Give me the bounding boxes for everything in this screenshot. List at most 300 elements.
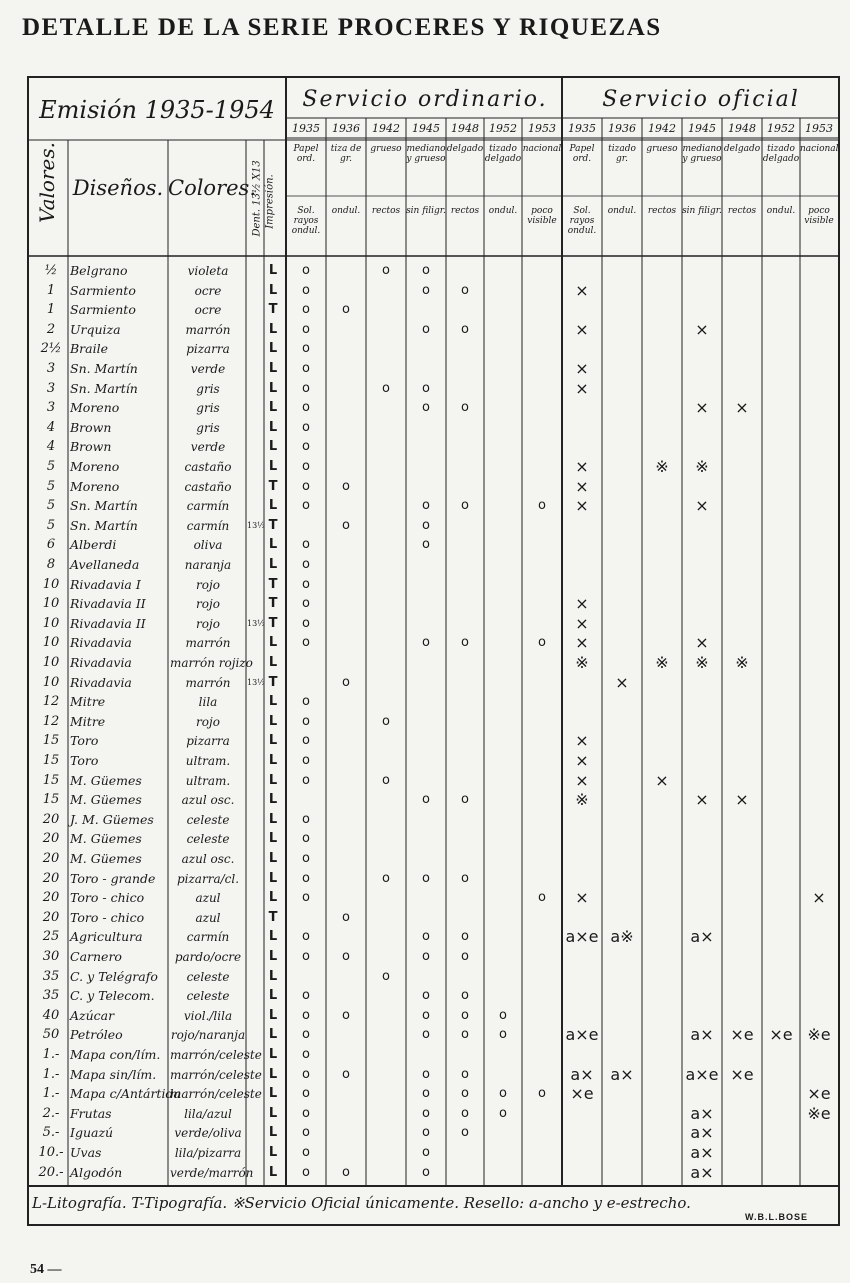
valor-cell: 10 [42,635,60,651]
color-cell: carmín [186,930,230,945]
circle-mark: o [422,400,430,416]
color-cell: azul [195,910,221,925]
circle-mark: o [538,498,546,514]
diseno-cell: Urquiza [70,321,121,337]
color-cell: ocre [194,283,222,298]
dentado-cell [247,478,263,496]
diseno-cell: Frutas [70,1105,112,1121]
impresion-cell: L [268,321,278,337]
table-row [0,850,850,868]
valor-cell: 1.- [42,1086,60,1102]
impresion-cell: T [268,674,278,690]
impresion-cell: L [268,929,278,945]
diseno-cell: Toro [70,753,99,768]
diseno-cell: Sn. Martín [70,361,138,376]
diseno-cell: Iguazú [70,1125,114,1141]
circle-mark: o [461,400,469,416]
circle-mark: o [382,380,390,396]
watermark-label: poco visible [527,206,557,226]
impresion-cell: L [268,537,278,553]
diseno-cell: Sarmiento [70,302,136,318]
dentado-cell [247,321,263,339]
circle-mark: o [382,713,390,729]
dentado-cell [247,576,263,594]
table-row [0,595,850,613]
circle-mark: o [302,1047,310,1062]
impresion-cell: L [268,1164,278,1180]
year-header: 1953 [528,122,556,135]
circle-mark: o [461,792,469,808]
circle-mark: o [422,263,430,278]
cross-mark: a× [690,1162,714,1182]
circle-mark: o [302,400,310,416]
circle-mark: o [302,929,310,945]
color-cell: lila/pizarra [174,1146,242,1160]
dentado-cell [247,987,263,1005]
circle-mark: o [461,1086,469,1102]
year-header: 1936 [608,122,636,135]
valor-cell: 15 [42,772,60,788]
circle-mark: o [302,576,310,592]
valor-cell: 1 [46,302,56,318]
valores-header: Valores. [35,142,59,223]
dentado-cell [247,536,263,554]
dentado-cell [247,380,263,398]
cross-mark: ×e [730,1064,754,1084]
diseno-cell: Agricultura [70,929,143,945]
diseno-cell: Sn. Martín [70,517,138,533]
valor-cell: 20 [42,811,60,827]
paper-type-label: delgado [446,144,484,154]
table-row [0,1046,850,1064]
circle-mark: o [302,1125,310,1141]
valor-cell: 20 [42,890,60,906]
impresion-cell: L [268,851,278,866]
cross-mark: × [695,496,709,516]
color-cell: marrón [185,636,231,651]
color-cell: castaño [184,460,232,474]
circle-mark: o [382,870,390,886]
dentado-cell [247,968,263,986]
color-cell: ultram. [185,754,231,768]
impresion-cell: L [268,557,278,572]
color-cell: rojo [196,577,220,592]
impresion-cell: T [268,302,278,318]
page-title: DETALLE DE LA SERIE PROCERES Y RIQUEZAS [22,14,662,41]
cross-mark: ※e [807,1103,831,1123]
valor-cell: 1 [46,282,56,298]
table-row [0,987,850,1005]
impresion-cell: L [268,890,278,906]
diseno-cell: Sn. Martín [70,380,138,396]
circle-mark: o [461,1027,469,1043]
cross-mark: × [575,888,589,908]
table-row [0,340,850,358]
table-row [0,1085,850,1103]
valor-cell: ½ [44,263,58,278]
color-cell: celeste [186,832,230,847]
circle-mark: o [302,419,310,435]
circle-mark: o [342,909,350,925]
cross-mark: a×e [565,927,599,947]
color-cell: verde/marrón [170,1165,254,1180]
valor-cell: 10 [42,674,60,690]
impresion-cell: L [268,1047,278,1062]
dentado-cell [247,1085,263,1103]
impresion-cell: L [268,498,278,514]
dentado-cell [247,1124,263,1142]
valor-cell: 2.- [42,1105,60,1121]
circle-mark: o [302,302,310,318]
year-header: 1936 [332,122,360,135]
year-header: 1945 [412,122,440,135]
cross-mark: ※ [735,653,749,672]
valor-cell: 10 [42,655,60,670]
impresion-cell: T [268,478,278,494]
impresion-cell: L [268,1125,278,1141]
cross-mark: a×e [685,1064,719,1084]
cross-mark: × [575,496,589,516]
circle-mark: o [302,1105,310,1121]
table-row [0,654,850,672]
diseno-cell: Moreno [70,478,120,494]
table-row [0,262,850,280]
diseno-cell: Rivadavia II [70,596,146,612]
cross-mark: × [575,751,589,770]
color-cell: marrón/celeste [170,1067,262,1082]
cross-mark: × [575,378,589,398]
impresion-cell: L [268,772,278,788]
dentado-cell [247,1007,263,1025]
impresion-cell: L [268,694,278,710]
diseno-cell: Toro - grande [70,870,156,886]
circle-mark: o [302,557,310,572]
year-header: 1948 [451,122,479,135]
circle-mark: o [422,635,430,651]
paper-type-label: tizado delgado [762,144,800,164]
valor-cell: 15 [42,792,60,808]
cross-mark: a× [690,1103,714,1123]
diseno-cell: Petróleo [70,1027,123,1043]
paper-type-label: mediano y grueso [406,144,446,164]
dentado-cell [247,928,263,946]
diseno-cell: Rivadavia II [70,615,146,631]
circle-mark: o [461,282,469,298]
cross-mark: a× [610,1064,634,1084]
color-cell: violeta [187,264,229,278]
legend: L-Litografía. T-Tipografía. ※Servicio Oficial únicamente. Resello: a-ancho y e-estrecho. [32,1194,691,1212]
impresion-cell: L [268,635,278,651]
dentado-cell [247,752,263,770]
year-header: 1942 [372,122,400,135]
circle-mark: o [461,1125,469,1141]
diseno-cell: M. Güemes [70,792,142,808]
table-row [0,321,850,339]
valor-cell: 1.- [42,1047,60,1062]
circle-mark: o [422,380,430,396]
circle-mark: o [422,1145,430,1160]
color-cell: gris [196,420,220,435]
table-row [0,360,850,378]
table-row [0,791,850,809]
circle-mark: o [422,1125,430,1141]
diseno-cell: Sarmiento [70,282,136,298]
cross-mark: × [735,398,749,418]
cross-mark: × [575,359,589,378]
watermark-label: rectos [371,206,401,216]
circle-mark: o [302,1007,310,1023]
valor-cell: 3 [46,361,56,376]
dentado-cell [247,654,263,672]
dentado-cell [247,948,263,966]
table-row [0,1105,850,1123]
cross-mark: ※ [695,653,709,672]
diseno-cell: Mapa c/Antártida [70,1086,181,1102]
colores-header: Colores. [168,176,256,200]
color-cell: rojo [196,597,220,612]
table-row [0,497,850,515]
impresion-cell: L [268,380,278,396]
valor-cell: 20 [42,831,60,847]
impresion-cell: L [268,1027,278,1043]
cross-mark: a※ [610,927,634,947]
circle-mark: o [302,321,310,337]
dentado-cell [247,889,263,907]
diseno-cell: Belgrano [70,263,128,278]
dentado-cell [247,850,263,868]
circle-mark: o [538,1086,546,1102]
circle-mark: o [342,1164,350,1180]
circle-mark: o [302,1086,310,1102]
diseno-cell: C. y Telecom. [70,988,155,1004]
valor-cell: 20 [42,870,60,886]
cross-mark: × [575,770,589,790]
valor-cell: 4 [46,439,56,455]
circle-mark: o [382,968,390,984]
circle-mark: o [302,635,310,651]
color-cell: ultram. [185,773,231,788]
table-row [0,380,850,398]
cross-mark: a× [690,1025,714,1045]
table-row [0,301,850,319]
diseno-cell: Toro - chico [70,909,145,925]
diseno-cell: Braile [70,341,109,357]
circle-mark: o [302,1066,310,1082]
circle-mark: o [422,792,430,808]
valor-cell: 25 [42,929,60,945]
table-row [0,928,850,946]
servicio-ordinario-header: Servicio ordinario. [302,86,548,112]
circle-mark: o [302,380,310,396]
cross-mark: × [812,888,826,908]
color-cell: castaño [184,479,232,494]
dentado-cell [247,1026,263,1044]
valor-cell: 8 [46,557,56,572]
valor-cell: 40 [42,1007,60,1023]
table-row [0,732,850,750]
dentado-cell [247,791,263,809]
color-cell: carmín [186,499,230,514]
circle-mark: o [302,713,310,729]
diseno-cell: Moreno [70,400,120,416]
diseno-cell: M. Güemes [70,772,142,788]
color-cell: pizarra/cl. [176,871,240,886]
valor-cell: 15 [42,733,60,749]
impresion-cell: T [268,576,278,592]
color-cell: pardo/ocre [174,950,242,964]
valor-cell: 5 [46,517,56,533]
impresion-cell: T [268,909,278,925]
circle-mark: o [422,321,430,337]
color-cell: oliva [193,538,223,553]
circle-mark: o [302,439,310,455]
diseno-cell: Toro - chico [70,890,145,906]
dentado-cell [247,340,263,358]
table-row [0,1144,850,1162]
cross-mark: × [575,731,589,751]
color-cell: celeste [186,989,230,1004]
circle-mark: o [461,321,469,337]
watermark-label: poco visible [804,206,834,226]
table-row [0,458,850,476]
table-row [0,1026,850,1044]
color-cell: marrón [185,322,231,337]
table-row [0,968,850,986]
impresion-cell: L [268,1145,278,1160]
circle-mark: o [422,537,430,553]
valor-cell: 5 [46,459,56,474]
diseno-cell: Mapa con/lím. [70,1047,161,1062]
table-row [0,634,850,652]
table-row [0,811,850,829]
dentado-cell: 13½ [247,618,265,628]
circle-mark: o [422,1066,430,1082]
table-row [0,478,850,496]
diseno-cell: Sn. Martín [70,498,138,514]
circle-mark: o [422,1164,430,1180]
circle-mark: o [302,1027,310,1043]
circle-mark: o [302,831,310,847]
table-row [0,1066,850,1084]
dentado-cell [247,556,263,574]
valor-cell: 10 [42,615,60,631]
dentado-cell [247,262,263,280]
impresion-cell: L [268,655,278,670]
page-number: 54 — [30,1262,62,1277]
cross-mark: ×e [730,1025,754,1045]
table-row [0,1007,850,1025]
watermark-label: sin filigr. [406,206,446,216]
table-row [0,576,850,594]
circle-mark: o [382,772,390,788]
dentado-cell [247,438,263,456]
dentado-cell [247,811,263,829]
circle-mark: o [302,1145,310,1160]
dentado-cell: 13½ [247,677,265,687]
cross-mark: × [575,476,589,496]
impresion-cell: L [268,263,278,278]
valor-cell: 1.- [42,1066,60,1082]
table-row [0,772,850,790]
cross-mark: ※ [575,790,589,810]
valor-cell: 20 [42,909,60,925]
dentado-cell [247,1046,263,1064]
circle-mark: o [302,772,310,788]
impresion-cell: T [268,517,278,533]
cross-mark: ※ [655,653,669,672]
signature: W.B.L.BOSE [745,1212,809,1222]
valor-cell: 15 [42,753,60,768]
impresion-cell: L [268,419,278,435]
dentado-cell [247,909,263,927]
diseno-cell: J. M. Güemes [70,811,154,827]
table-row [0,438,850,456]
cross-mark: × [695,398,709,418]
diseno-cell: Brown [70,419,112,435]
circle-mark: o [302,361,310,376]
color-cell: verde [190,440,226,455]
valor-cell: 5.- [42,1125,60,1141]
table-row [0,556,850,574]
circle-mark: o [422,988,430,1004]
cross-mark: ×e [769,1025,793,1045]
circle-mark: o [422,929,430,945]
impresion-cell: L [268,1086,278,1102]
dentado-cell [247,301,263,319]
table-row [0,870,850,888]
valor-cell: 5 [46,498,56,514]
dentado-cell [247,419,263,437]
impresion-cell: L [268,439,278,455]
circle-mark: o [461,870,469,886]
circle-mark: o [422,282,430,298]
impresion-cell: L [268,988,278,1004]
circle-mark: o [302,282,310,298]
impresion-cell: L [268,949,278,964]
table-row [0,399,850,417]
impresion-cell: L [268,361,278,376]
impresion-cell: L [268,811,278,827]
circle-mark: o [461,635,469,651]
cross-mark: × [615,672,629,692]
paper-type-label: tizado gr. [608,144,636,164]
emision-header: Emisión 1935-1954 [39,96,275,124]
cross-mark: × [575,594,589,614]
valor-cell: 2 [46,321,56,337]
dentado-cell [247,870,263,888]
impresion-cell: T [268,596,278,612]
impresion-cell: L [268,282,278,298]
circle-mark: o [461,1007,469,1023]
dentado-cell [247,458,263,476]
table-row [0,693,850,711]
color-cell: gris [196,381,220,396]
dentado-cell [247,1105,263,1123]
cross-mark: ※ [655,457,669,476]
impresion-header: Impresión. [264,174,276,229]
circle-mark: o [342,1066,350,1082]
cross-mark: ×e [570,1084,594,1104]
valor-cell: 10.- [38,1145,64,1160]
impresion-cell: T [268,615,278,631]
color-cell: carmín [186,518,230,533]
paper-type-label: delgado [723,144,761,154]
impresion-cell: L [268,1066,278,1082]
impresion-cell: L [268,968,278,984]
color-cell: pizarra [186,342,230,357]
dentado-cell [247,360,263,378]
watermark-label: ondul. [488,206,518,216]
